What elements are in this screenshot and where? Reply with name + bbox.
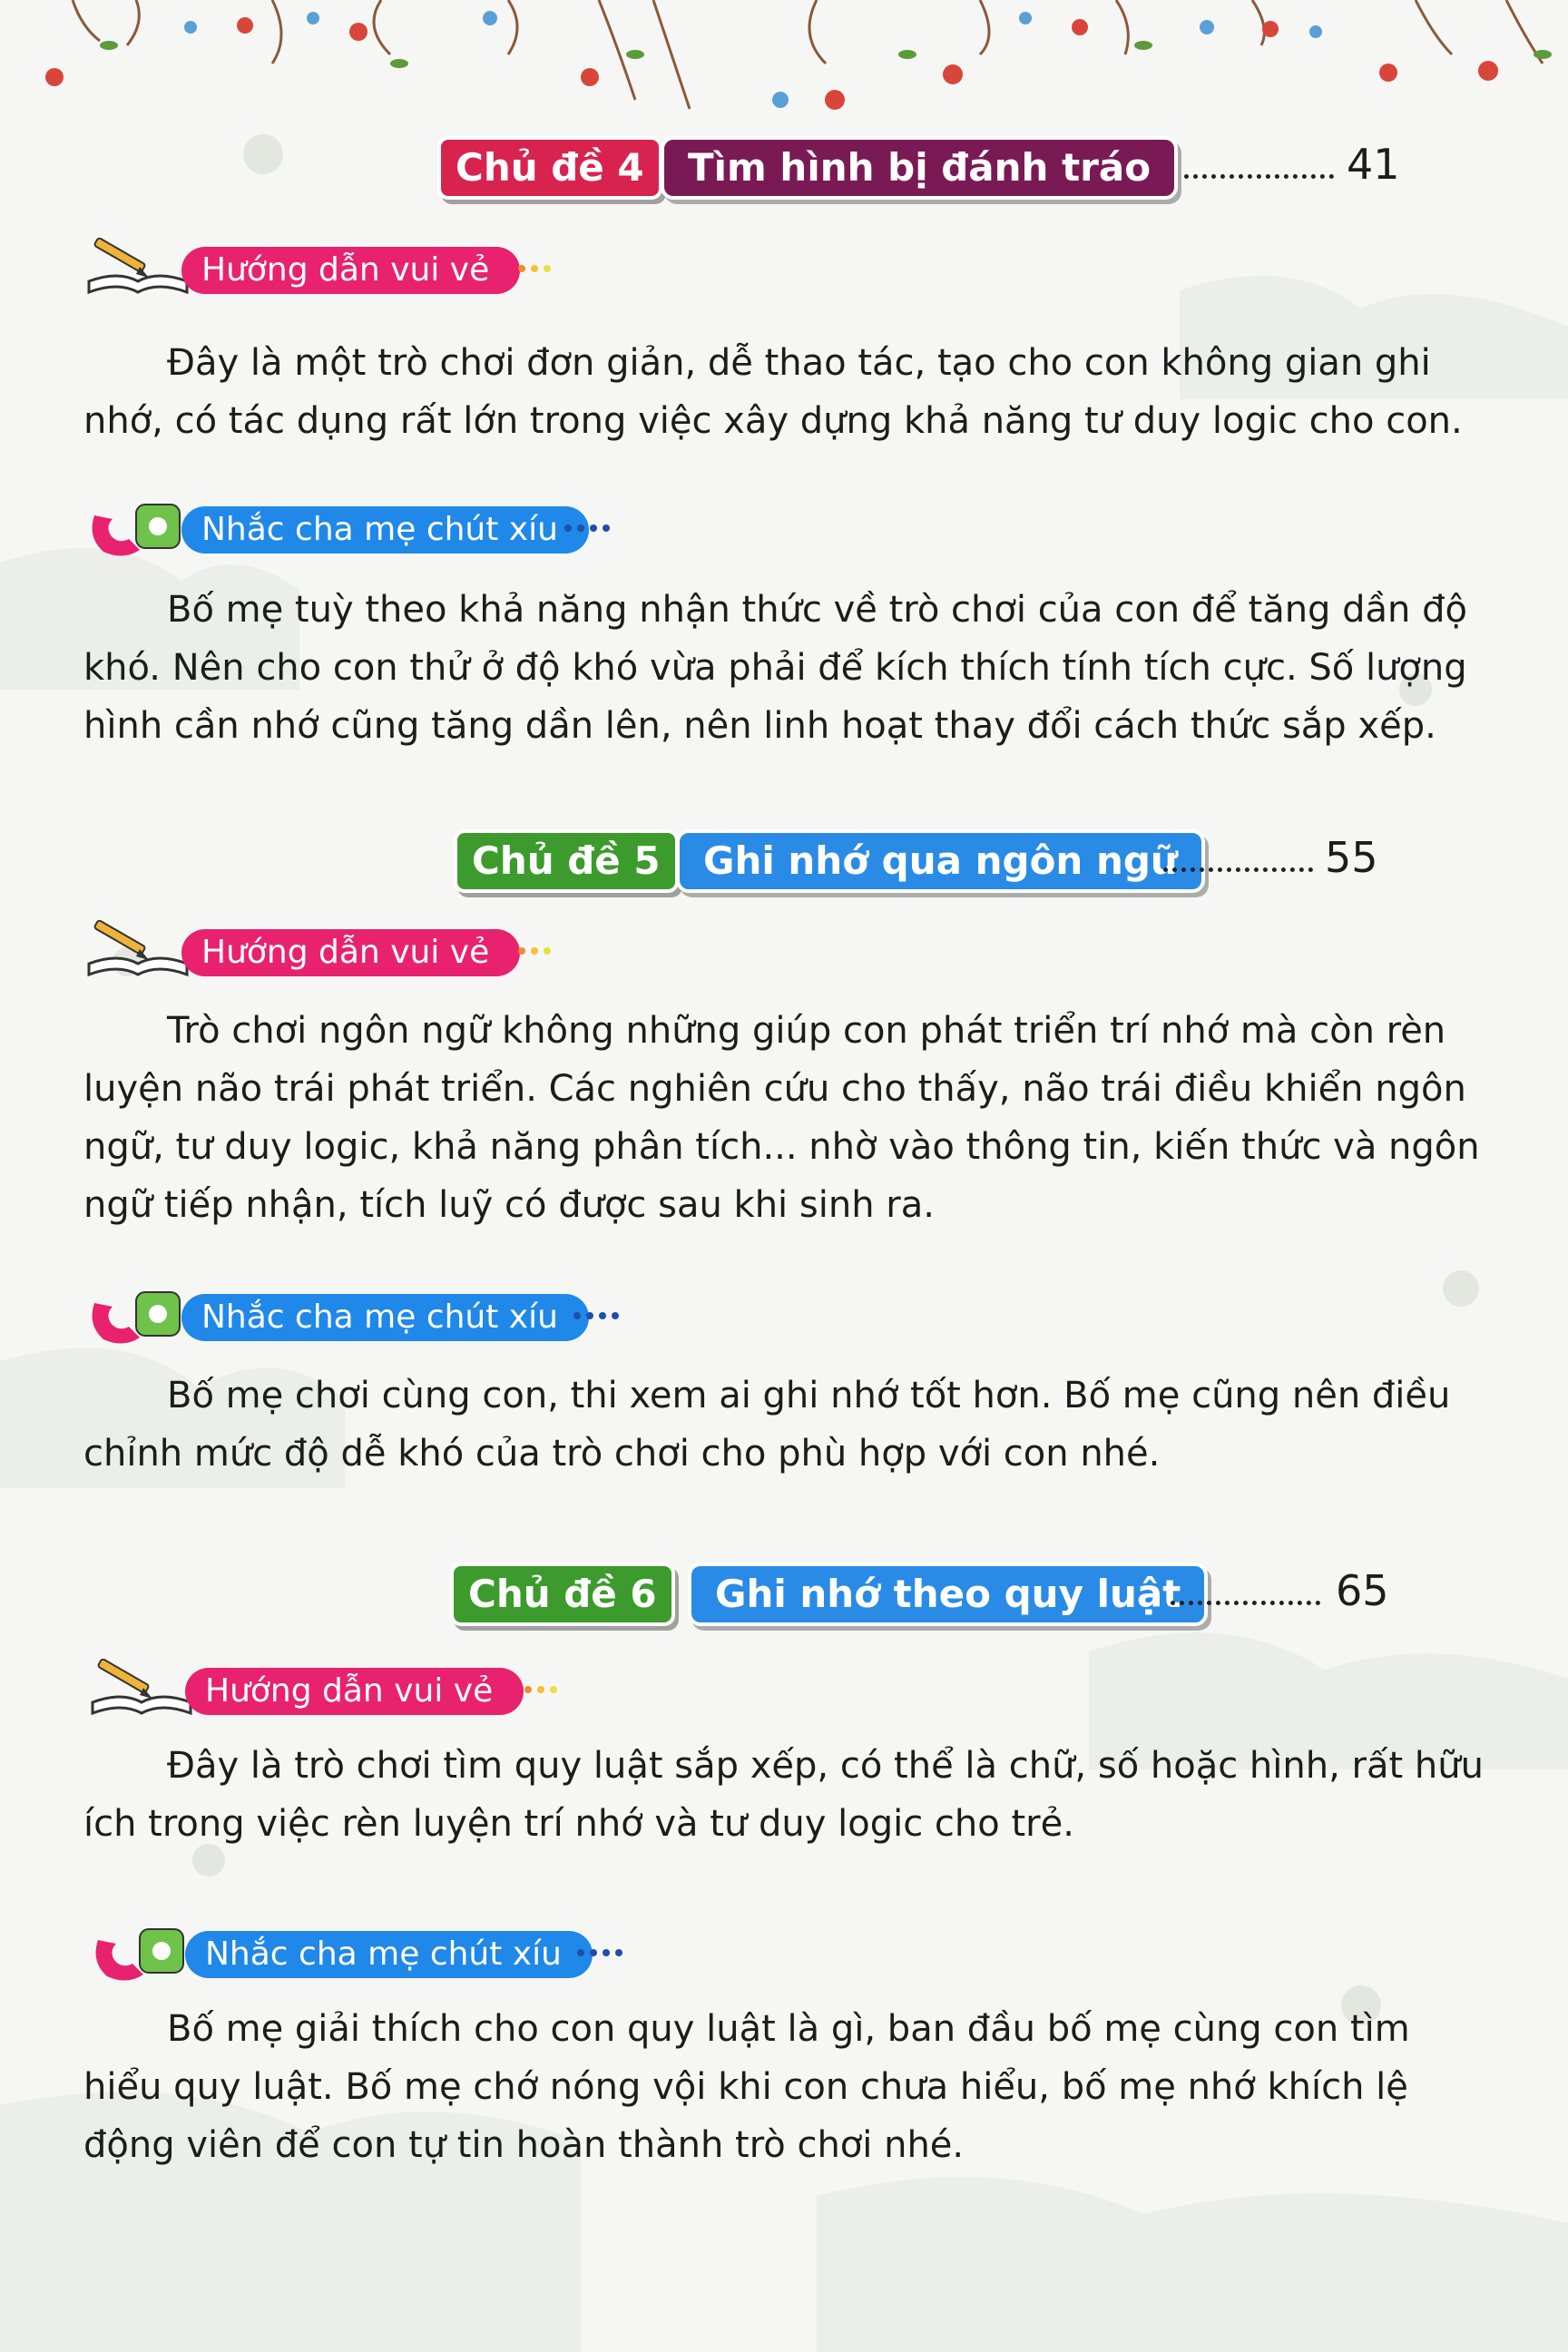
tip-paragraph: Bố mẹ tuỳ theo khả năng nhận thức về trò chơi của con để tăng dần độ khó. Nên cho con thử ở độ khó vừa phải để kích thích tính tích cực. Số lượng hình cần nhớ cũng tăng dần lên, nên linh hoạt thay đổi cách thức sắp xếp. [83, 589, 1467, 747]
tip-label-text: Nhắc cha mẹ chút xíu [181, 1294, 589, 1341]
topic-number-badge: Chủ đề 4 [437, 136, 662, 200]
page-number: 65 [1336, 1566, 1389, 1615]
tip-paragraph: Bố mẹ giải thích cho con quy luật là gì, ban đầu bố mẹ cùng con tìm hiểu quy luật. Bố mẹ chớ nóng vội khi con chưa hiểu, bố mẹ nhớ khích lệ động viên để con tự tin hoàn thành trò chơi nhé. [83, 2008, 1410, 2166]
dots-trail [504, 264, 567, 273]
topic-title-badge: Ghi nhớ theo quy luật [688, 1563, 1208, 1626]
topic-6-heading [0, 1563, 1568, 1635]
guide-label [85, 1659, 648, 1722]
telephone-icon [82, 497, 191, 561]
guide-label-text: Hướng dẫn vui vẻ [181, 929, 520, 976]
guide-paragraph: Đây là trò chơi tìm quy luật sắp xếp, có thể là chữ, số hoặc hình, rất hữu ích trong việc rèn luyện trí nhớ và tư duy logic cho trẻ. [83, 1745, 1484, 1845]
topic-number-badge: Chủ đề 5 [454, 829, 679, 893]
page-number: 55 [1325, 833, 1378, 882]
guide-label-text: Hướng dẫn vui vẻ [185, 1668, 524, 1715]
pencil-book-icon [82, 920, 191, 984]
pencil-book-icon [82, 238, 191, 301]
guide-label-text: Hướng dẫn vui vẻ [181, 247, 520, 294]
dots-trail [563, 524, 626, 533]
topic-title-badge: Ghi nhớ qua ngôn ngữ [676, 829, 1205, 893]
guide-paragraph: Đây là một trò chơi đơn giản, dễ thao tác, tạo cho con không gian ghi nhớ, có tác dụng rất lớn trong việc xây dựng khả năng tư duy logic cho con. [83, 342, 1463, 442]
telephone-icon [85, 1922, 194, 1985]
tip-label [82, 497, 644, 561]
dots-trail [510, 1685, 573, 1694]
leader-dots [1171, 1583, 1320, 1605]
tip-label-text: Nhắc cha mẹ chút xíu [181, 506, 589, 554]
topic-title-badge: Tìm hình bị đánh tráo [661, 136, 1178, 200]
telephone-icon [82, 1285, 191, 1348]
dots-trail [575, 1948, 639, 1957]
tip-label-text: Nhắc cha mẹ chút xíu [185, 1931, 593, 1978]
leader-dots [1184, 156, 1334, 179]
tip-label [82, 1285, 644, 1348]
page-number: 41 [1347, 140, 1400, 189]
topic-5-heading [0, 829, 1568, 902]
guide-paragraph: Trò chơi ngôn ngữ không những giúp con phát triển trí nhớ mà còn rèn luyện não trái phát triển. Các nghiên cứu cho thấy, não trái điều khiển ngôn ngữ, tư duy logic, khả năng phân tích... nhờ vào thông tin, kiến thức và ngôn ngữ tiếp nhận, tích luỹ có được sau khi sinh ra. [83, 1010, 1480, 1226]
dots-trail [572, 1311, 635, 1320]
floral-border-decoration [0, 0, 1568, 136]
guide-label [82, 238, 644, 301]
tip-label [85, 1922, 648, 1985]
tip-paragraph: Bố mẹ chơi cùng con, thi xem ai ghi nhớ tốt hơn. Bố mẹ cũng nên điều chỉnh mức độ dễ khó của trò chơi cho phù hợp với con nhé. [83, 1375, 1451, 1475]
topic-4-heading [0, 136, 1568, 209]
topic-number-badge: Chủ đề 6 [450, 1563, 675, 1626]
pencil-book-icon [85, 1659, 194, 1722]
dots-trail [504, 946, 567, 956]
guide-label [82, 920, 644, 984]
leader-dots [1163, 849, 1313, 872]
